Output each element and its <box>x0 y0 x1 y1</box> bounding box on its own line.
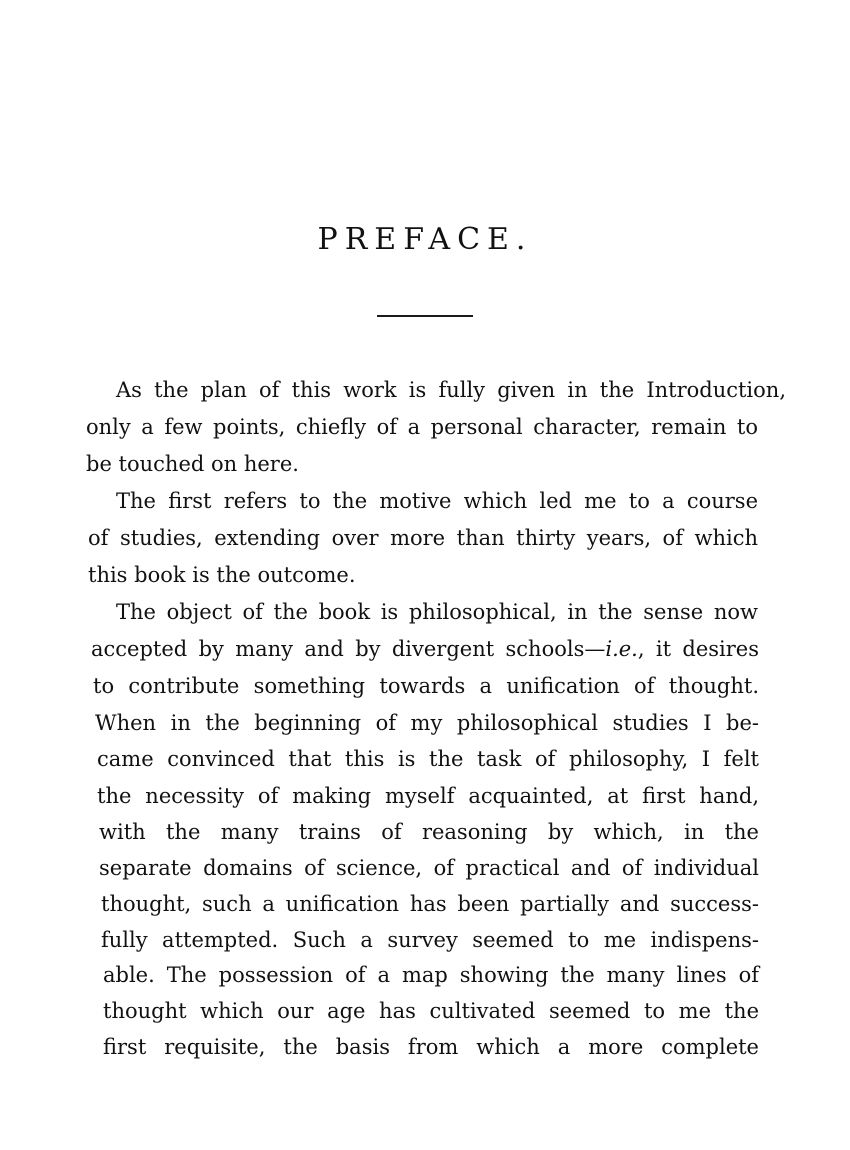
text-line: separate domains of science, of practical and of individual <box>99 856 759 880</box>
text-line: to contribute something towards a unification of thought. <box>93 674 759 698</box>
page-title: PREFACE. <box>317 222 533 257</box>
text-line: came convinced that this is the task of philosophy, I felt <box>97 747 759 771</box>
text-line: thought, such a unification has been partially and success- <box>101 892 759 916</box>
text-line: be touched on here. <box>86 452 299 476</box>
text-line: only a few points, chiefly of a personal character, remain to <box>86 415 758 439</box>
text-line: first requisite, the basis from which a more complete <box>103 1035 759 1059</box>
text-line: thought which our age has cultivated seemed to me the <box>103 999 759 1023</box>
text-line: of studies, extending over more than thirty years, of which <box>88 526 758 550</box>
text-line: this book is the outcome. <box>88 563 356 587</box>
text-line: with the many trains of reasoning by which, in the <box>99 820 759 844</box>
text-line: the necessity of making myself acquainted, at first hand, <box>97 784 759 808</box>
text-line: As the plan of this work is fully given in the Introduction, <box>116 378 786 402</box>
text-line: When in the beginning of my philosophical studies I be- <box>95 711 759 735</box>
text-line: The object of the book is philosophical, in the sense now <box>116 600 758 624</box>
italic-abbrev: i.e. <box>605 637 638 661</box>
text-line: able. The possession of a map showing the many lines of <box>103 963 759 987</box>
title-rule <box>377 315 473 317</box>
text-line: fully attempted. Such a survey seemed to me indispens- <box>101 928 759 952</box>
text-line: accepted by many and by divergent schools—i.e., it desires <box>91 637 759 661</box>
text-line: The first refers to the motive which led me to a course <box>116 489 758 513</box>
